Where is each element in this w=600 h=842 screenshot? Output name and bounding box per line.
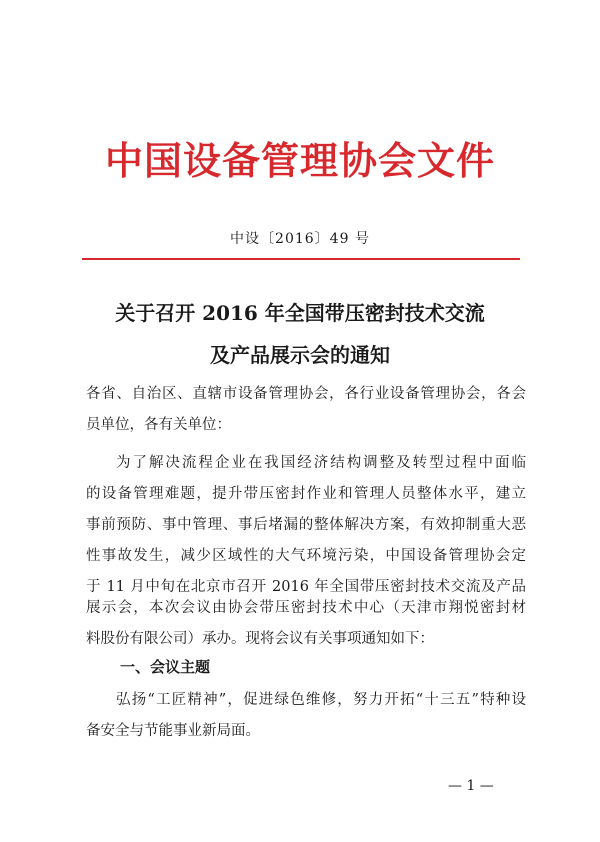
salutation-line: 各省、自治区、直辖市设备管理协会，各行业设备管理协会，各会 (86, 386, 526, 402)
section-paragraph-line: 弘扬“工匠精神”，促进绿色维修，努力开拓“十三五”特种设 (116, 692, 526, 708)
intro-paragraph-line: 的设备管理难题，提升带压密封作业和管理人员整体水平，建立 (86, 486, 526, 502)
intro-paragraph-line: 性事故发生，减少区域性的大气环境污染，中国设备管理协会定 (86, 548, 526, 564)
page-number: — 1 — (448, 778, 494, 794)
section-paragraph-line: 备安全与节能事业新局面。 (86, 723, 260, 739)
subject-title-line-1: 关于召开 2016 年全国带压密封技术交流 (115, 301, 485, 325)
intro-paragraph-line: 展示会，本次会议由协会带压密封技术中心（天津市翔悦密封材 (86, 600, 526, 616)
section-heading-meeting-theme: 一、会议主题 (120, 658, 211, 676)
intro-paragraph-line: 事前预防、事中管理、事后堵漏的整体解决方案，有效抑制重大恶 (86, 517, 526, 533)
salutation-line: 员单位，各有关单位： (86, 417, 231, 433)
intro-paragraph-line: 于 11 月中旬在北京市召开 2016 年全国带压密封技术交流及产品 (86, 579, 526, 595)
subject-title-line-2: 及产品展示会的通知 (210, 343, 390, 367)
red-divider-line (82, 258, 520, 260)
intro-paragraph-line: 料股份有限公司）承办。现将会议有关事项通知如下： (86, 631, 434, 647)
intro-paragraph-line: 为了解决流程企业在我国经济结构调整及转型过程中面临 (116, 455, 526, 471)
document-header-title: 中国设备管理协会文件 (104, 139, 495, 183)
document-number: 中设〔2016〕49 号 (230, 231, 370, 247)
